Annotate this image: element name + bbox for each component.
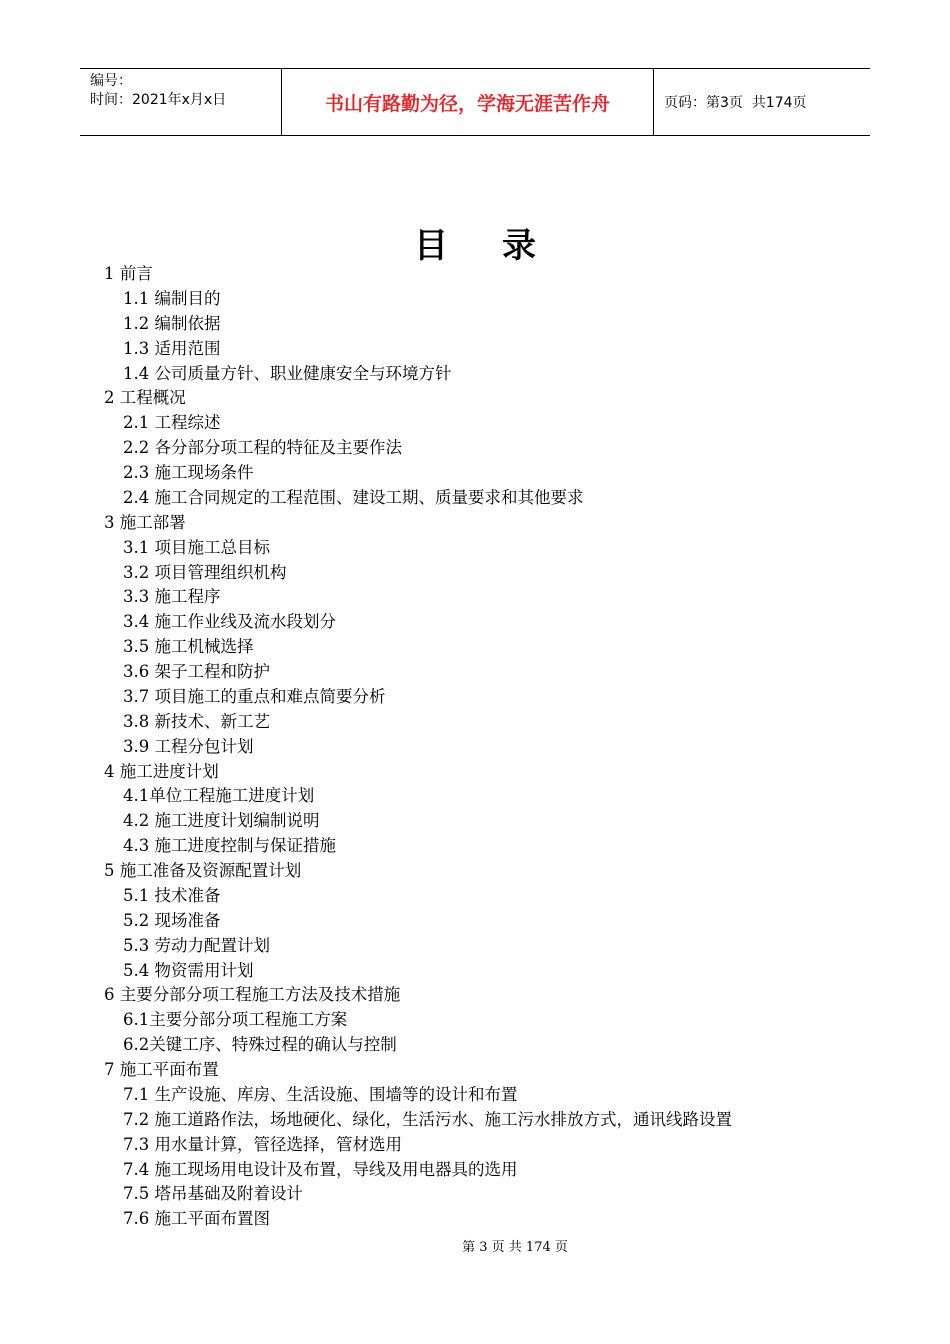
- toc-chapter: 6 主要分部分项工程施工方法及技术措施: [104, 985, 401, 1005]
- toc-section: 2.1 工程综述: [123, 413, 221, 433]
- toc-section: 1.4 公司质量方针、职业健康安全与环境方针: [123, 363, 452, 383]
- toc-chapter: 7 施工平面布置: [104, 1060, 219, 1079]
- toc-section: 2.4 施工合同规定的工程范围、建设工期、质量要求和其他要求: [123, 487, 584, 507]
- header-motto: 书山有路勤为径，学海无涯苦作舟: [282, 69, 654, 135]
- toc-chapter: 1 前言: [104, 264, 153, 283]
- table-of-contents: [104, 262, 732, 1232]
- toc-section: 3.7 项目施工的重点和难点简要分析: [123, 686, 386, 706]
- toc-chapter: 3 施工部署: [104, 512, 186, 532]
- header-meta: [80, 69, 282, 135]
- page-title: 目录: [414, 226, 590, 266]
- toc-section: 4.1单位工程施工进度计划: [123, 786, 315, 806]
- toc-section: 7.5 塔吊基础及附着设计: [123, 1184, 303, 1204]
- toc-chapter: 5 施工准备及资源配置计划: [104, 861, 302, 880]
- toc-section: 1.1 编制目的: [123, 288, 221, 308]
- toc-section: 3.5 施工机械选择: [123, 637, 254, 657]
- page-footer: 第 3 页 共 174 页: [462, 1240, 568, 1255]
- toc-section: 4.2 施工进度计划编制说明: [123, 811, 320, 831]
- toc-section: 6.1主要分部分项工程施工方案: [123, 1010, 348, 1030]
- page-header: [80, 68, 870, 136]
- toc-section: 7.2 施工道路作法，场地硬化、绿化，生活污水、施工污水排放方式，通讯线路设置: [123, 1109, 732, 1129]
- toc-section: 7.3 用水量计算，管径选择，管材选用: [123, 1134, 402, 1154]
- toc-section: 5.3 劳动力配置计划: [123, 935, 270, 955]
- toc-chapter: 2 工程概况: [104, 388, 186, 408]
- toc-section: 7.4 施工现场用电设计及布置，导线及用电器具的选用: [123, 1159, 518, 1179]
- toc-chapter: 4 施工进度计划: [104, 761, 219, 781]
- toc-section: 3.2 项目管理组织机构: [123, 562, 287, 582]
- toc-section: 3.6 架子工程和防护: [123, 662, 270, 681]
- toc-section: 7.1 生产设施、库房、生活设施、围墙等的设计和布置: [123, 1084, 518, 1104]
- toc-section: 2.2 各分部分项工程的特征及主要作法: [123, 438, 402, 458]
- document-time-label: 时间：2021年x月x日: [90, 92, 227, 108]
- toc-section: 3.4 施工作业线及流水段划分: [123, 612, 336, 632]
- toc-section: 7.6 施工平面布置图: [123, 1209, 270, 1229]
- toc-section: 2.3 施工现场条件: [123, 463, 254, 482]
- toc-section: 5.1 技术准备: [123, 885, 221, 905]
- toc-section: 1.3 适用范围: [123, 338, 221, 358]
- document-number-label: 编号：: [90, 73, 132, 89]
- toc-section: 3.1 项目施工总目标: [123, 537, 270, 557]
- toc-section: 6.2关键工序、特殊过程的确认与控制: [123, 1035, 397, 1055]
- toc-section: 5.4 物资需用计划: [123, 960, 254, 980]
- toc-section: 1.2 编制依据: [123, 313, 221, 333]
- toc-section: 5.2 现场准备: [123, 910, 221, 930]
- toc-section: 3.3 施工程序: [123, 587, 221, 607]
- toc-section: 4.3 施工进度控制与保证措施: [123, 836, 336, 856]
- header-page-info: 页码：第3页 共174页: [664, 95, 807, 111]
- toc-section: 3.9 工程分包计划: [123, 736, 254, 756]
- toc-section: 3.8 新技术、新工艺: [123, 711, 270, 731]
